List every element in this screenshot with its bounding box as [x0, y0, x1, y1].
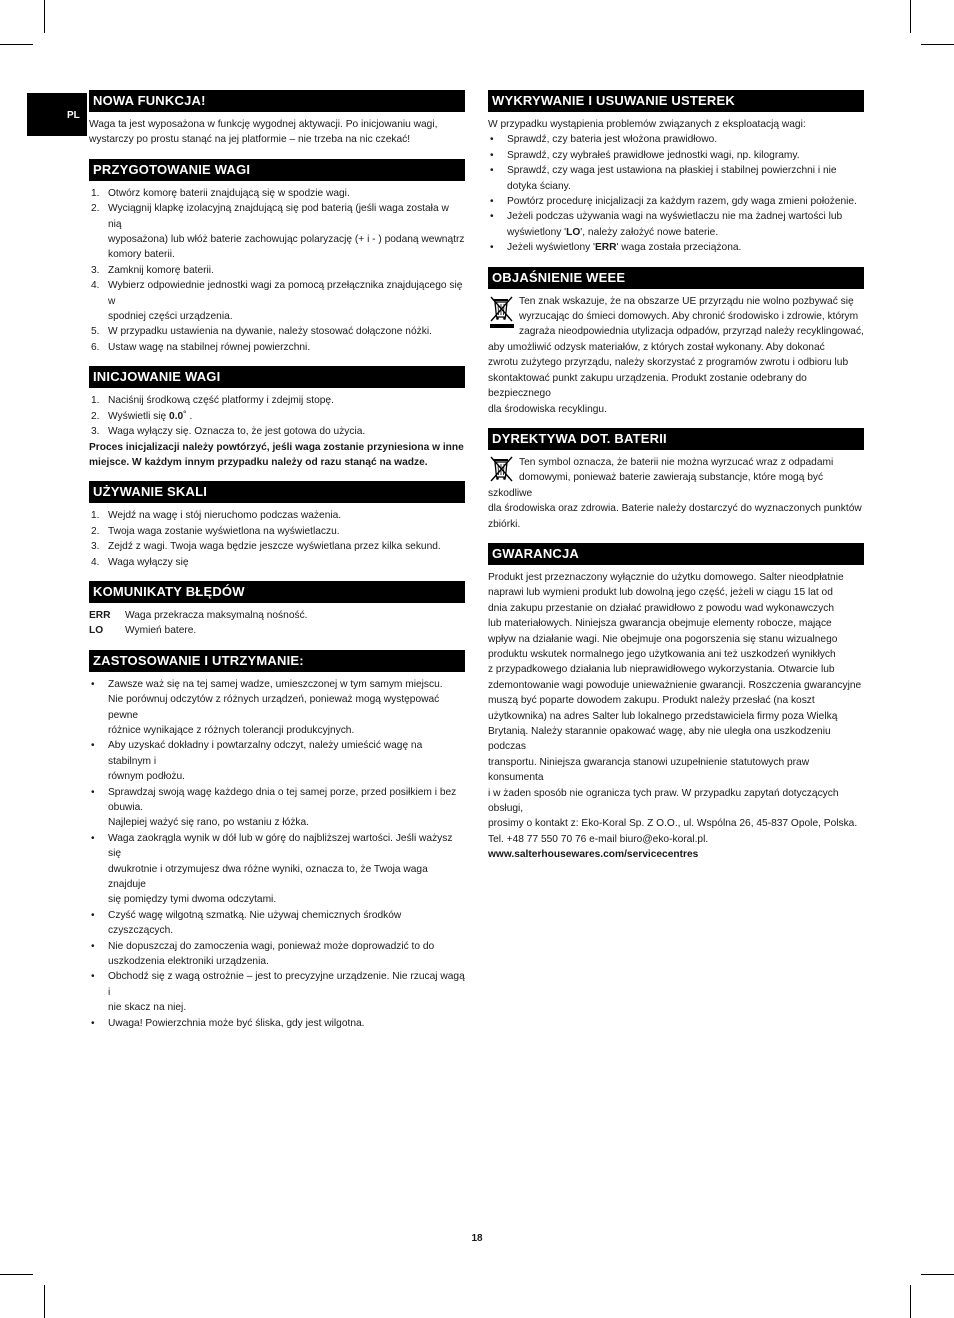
- bullet: •: [490, 134, 494, 146]
- bullet: •: [91, 940, 95, 952]
- item-number: 1.: [91, 187, 100, 199]
- bullet: •: [91, 909, 95, 921]
- paragraph-line: produktu wskutek normalnego jego użytkowania ani też uszkodzeń wynikłych: [488, 648, 836, 660]
- bullet: •: [91, 971, 95, 983]
- item-text: Sprawdź, czy bateria jest włożona prawidłowo.: [507, 134, 718, 146]
- item-text: Zawsze waż się na tej samej wadze, umieszczonej w tym samym miejscu.: [108, 678, 443, 690]
- section-heading: PRZYGOTOWANIE WAGI: [89, 159, 465, 181]
- paragraph-line: muszą być poparte dowodem zakupu. Produkt należy przesłać (na koszt: [488, 695, 815, 707]
- list-item: [89, 508, 465, 523]
- paragraph-line: dla środowiska oraz zdrowia. Baterie należy dostarczyć do wyznaczonych punktów: [488, 503, 862, 515]
- item-text: Wybierz odpowiednie jednostki wagi za pomocą przełącznika znajdującego się w: [108, 280, 463, 307]
- item-number: 2.: [91, 203, 100, 215]
- paragraph-line: domowymi, ponieważ baterie zawierają substancje, które mogą być szkodliwe: [488, 472, 824, 499]
- paragraph-line: Ten symbol oznacza, że baterii nie można wyrzucać wraz z odpadami: [519, 456, 834, 468]
- list-item: [89, 409, 465, 424]
- crop-mark: [44, 1285, 45, 1318]
- section-heading: NOWA FUNKCJA!: [89, 90, 465, 112]
- crossed-bin-icon: [488, 295, 516, 331]
- list-item: [89, 524, 465, 539]
- list-item: [89, 340, 465, 355]
- section-heading: DYREKTYWA DOT. BATERII: [488, 428, 864, 450]
- item-number: 3.: [91, 541, 100, 553]
- item-text: Wyciągnij klapkę izolacyjną znajdującą się pod baterią (jeśli waga została w nią: [108, 203, 449, 230]
- bullet: •: [490, 165, 494, 177]
- item-text: uszkodzenia elektroniki urządzenia.: [108, 956, 269, 968]
- section-baterie: [488, 428, 864, 532]
- list-item: [89, 831, 465, 908]
- item-number: 4.: [91, 280, 100, 292]
- list-item: [488, 163, 864, 194]
- intro-text: W przypadku wystąpienia problemów związanych z eksploatacją wagi:: [488, 119, 806, 130]
- item-text: Uwaga! Powierzchnia może być śliska, gdy jest wilgotna.: [108, 1017, 365, 1029]
- item-text: ', należy założyć nowe baterie.: [580, 226, 719, 238]
- item-text: Czyść wagę wilgotną szmatką. Nie używaj chemicznych środków czyszczących.: [108, 909, 402, 937]
- section-komunikaty: [89, 581, 465, 639]
- list-item: [89, 393, 465, 408]
- bullet: •: [91, 1017, 95, 1029]
- list-item: [89, 908, 465, 939]
- paragraph-line: lub materiałowych. Niniejsza gwarancja obejmuje elementy robocze, mające: [488, 618, 832, 630]
- display-code: ERR: [595, 242, 617, 254]
- crossed-bin-icon: [488, 456, 516, 484]
- paragraph-line: wystarczy po prostu stanąć na jej platformie – nie trzeba na nic czekać!: [89, 134, 411, 146]
- item-text: Nie dopuszczaj do zamoczenia wagi, ponieważ może doprowadzić to do: [108, 940, 435, 952]
- language-tab: [27, 93, 87, 136]
- section-weee: [488, 267, 864, 417]
- paragraph-line: wyrzucając do śmieci domowych. Aby chronić środowisko i zdrowie, którym: [519, 311, 859, 323]
- error-code: ERR: [89, 609, 111, 621]
- item-text: się pomiędzy tymi dwoma odczytami.: [108, 894, 277, 906]
- paragraph-line: z przypadkowego działania lub nieprawidłowego wykorzystania. Otwarcie lub: [488, 664, 835, 676]
- item-number: 5.: [91, 326, 100, 338]
- section-heading: GWARANCJA: [488, 543, 864, 565]
- item-text: Jeżeli podczas używania wagi na wyświetlaczu nie ma żadnej wartości lub: [507, 211, 843, 223]
- paragraph-line: wpływ na działanie wagi. Nie obejmuje ona pogorszenia się stanu wizualnego: [488, 633, 838, 645]
- right-column: [488, 90, 864, 874]
- paragraph-line: transportu. Niniejsza gwarancja stanowi uzupełnienie statutowych praw konsumenta: [488, 756, 810, 784]
- item-text: równym podłożu.: [108, 771, 186, 783]
- item-text: nie skacz na niej.: [108, 1002, 187, 1014]
- section-uzywanie: [89, 481, 465, 570]
- paragraph-line: Tel. +48 77 550 70 76 e-mail biuro@eko-koral.pl.: [488, 833, 709, 845]
- crop-mark: [44, 0, 45, 33]
- item-text: Sprawdzaj swoją wagę każdego dnia o tej samej porze, przed posiłkiem i bez: [108, 786, 457, 798]
- error-code: LO: [89, 625, 104, 637]
- bold-note-line: miejsce. W każdym innym przypadku należy od razu stanąć na wadze.: [89, 456, 428, 468]
- list-item: [89, 539, 465, 554]
- error-row: [89, 623, 465, 638]
- section-heading: WYKRYWANIE I USUWANIE USTEREK: [488, 90, 864, 112]
- paragraph-line: zbiórki.: [488, 518, 521, 530]
- paragraph-line: prosimy o kontakt z: Eko-Koral Sp. Z O.O., ul. Wspólna 26, 45-837 Opole, Polska.: [488, 818, 858, 830]
- paragraph-line: naprawi lub wymieni produkt lub dowolną jego część, jeżeli w ciągu 15 lat od: [488, 587, 833, 599]
- list-item: [89, 278, 465, 324]
- item-text: dotyka ściany.: [507, 180, 571, 192]
- bullet: •: [91, 786, 95, 798]
- error-description: Waga przekracza maksymalną nośność.: [125, 609, 308, 621]
- item-text: Otwórz komorę baterii znajdującą się w spodzie wagi.: [108, 187, 350, 199]
- list-item: [488, 209, 864, 240]
- list-item: [488, 240, 864, 255]
- paragraph-line: zagraża nieodpowiednia utylizacja odpadów, przyrząd należy recyklingować,: [519, 326, 864, 338]
- section-przygotowanie: [89, 159, 465, 355]
- paragraph-line: Brytanią. Należy starannie opakować wagę, aby nie uległa ona uszkodzeniu podczas: [488, 726, 831, 753]
- item-text: ˚ .: [183, 410, 193, 422]
- section-nowa-funkcja: [89, 90, 465, 148]
- item-text: Najlepiej ważyć się rano, po wstaniu z łóżka.: [108, 817, 310, 829]
- crop-mark: [921, 44, 954, 45]
- error-row: [89, 608, 465, 623]
- list-item: [89, 677, 465, 739]
- list-item: [488, 194, 864, 209]
- item-text: Twoja waga zostanie wyświetlona na wyświetlaczu.: [108, 525, 340, 537]
- item-text: różnice wynikające z różnych tolerancji produkcyjnych.: [108, 724, 355, 736]
- paragraph-line: dnia zakupu przestanie on działać prawidłowo z powodu wad wykonawczych: [488, 602, 835, 614]
- item-text: spodniej części urządzenia.: [108, 311, 233, 323]
- item-text: Ustaw wagę na stabilnej równej powierzchni.: [108, 341, 311, 353]
- section-heading: INICJOWANIE WAGI: [89, 366, 465, 388]
- list-item: [89, 738, 465, 784]
- left-column: [89, 90, 465, 1042]
- item-number: 4.: [91, 556, 100, 568]
- list-item: [89, 324, 465, 339]
- paragraph-line: zwrotu zużytego przyrządu, należy skorzystać z programów zwrotu i odbioru lub: [488, 357, 849, 369]
- list-item: [89, 555, 465, 570]
- list-item: [89, 785, 465, 831]
- bullet: •: [490, 149, 494, 161]
- bullet: •: [490, 196, 494, 208]
- item-text: Wyświetli się: [108, 410, 170, 422]
- paragraph-line: i w żaden sposób nie ogranicza tych praw. W przypadku zapytań dotyczących obsługi,: [488, 787, 839, 815]
- paragraph-line: Produkt jest przeznaczony wyłącznie do użytku domowego. Salter nieodpłatnie: [488, 571, 844, 583]
- item-text: Jeżeli wyświetlony ': [507, 242, 596, 254]
- display-code: LO: [566, 226, 581, 238]
- bullet: •: [91, 678, 95, 690]
- item-text: Sprawdź, czy wybrałeś prawidłowe jednostki wagi, np. kilogramy.: [507, 149, 800, 161]
- item-number: 2.: [91, 410, 100, 422]
- item-text: wyposażona) lub włóż baterie zachowując polaryzację (+ i - ) podaną wewnątrz: [108, 234, 465, 246]
- crop-mark: [0, 44, 33, 45]
- crop-mark: [910, 1285, 911, 1318]
- bullet: •: [91, 832, 95, 844]
- item-text: Sprawdź, czy waga jest ustawiona na płaskiej i stabilnej powierzchni i nie: [507, 165, 837, 177]
- list-item: [89, 424, 465, 439]
- paragraph-line: zdemontowanie wagi powoduje unieważnienie gwarancji. Roszczenia gwarancyjne: [488, 679, 862, 691]
- item-text: Waga wyłączy się: [108, 556, 189, 568]
- section-heading: ZASTOSOWANIE I UTRZYMANIE:: [89, 650, 465, 672]
- item-text: Naciśnij środkową część platformy i zdejmij stopę.: [108, 395, 334, 407]
- crop-mark: [0, 1274, 33, 1275]
- item-number: 1.: [91, 395, 100, 407]
- item-text: Powtórz procedurę inicjalizacji za każdym razem, gdy waga zmieni położenie.: [507, 196, 857, 208]
- bold-note-line: Proces inicjalizacji należy powtórzyć, jeśli waga zostanie przyniesiona w inne: [89, 441, 464, 453]
- list-item: [89, 969, 465, 1015]
- item-text: obuwia.: [108, 802, 144, 813]
- service-url: www.salterhousewares.com/servicecentres: [488, 849, 699, 861]
- item-text: komory baterii.: [108, 249, 175, 261]
- error-description: Wymień batere.: [125, 625, 197, 637]
- list-item: [89, 186, 465, 201]
- item-number: 2.: [91, 525, 100, 537]
- paragraph-line: skontaktować punkt zakupu urządzenia. Produkt zostanie odebrany do bezpiecznego: [488, 372, 807, 400]
- paragraph-line: aby umożliwić odzysk materiałów, z których został wykonany. Aby dokonać: [488, 341, 825, 353]
- list-item: [89, 1016, 465, 1031]
- item-number: 1.: [91, 510, 100, 522]
- item-text: Aby uzyskać dokładny i powtarzalny odczyt, należy umieścić wagę na stabilnym i: [108, 740, 423, 767]
- display-value: 0.0: [169, 410, 184, 422]
- crop-mark: [921, 1274, 954, 1275]
- item-text: Waga zaokrągla wynik w dół lub w górę do najbliższej wartości. Jeśli ważysz się: [108, 832, 453, 860]
- item-text: ' waga została przeciążona.: [616, 242, 742, 254]
- section-usterki: [488, 90, 864, 256]
- item-text: dwukrotnie i otrzymujesz dwa różne wyniki, oznacza to, że Twoja waga znajduje: [108, 863, 428, 891]
- language-code: PL: [67, 110, 80, 121]
- section-inicjowanie: [89, 366, 465, 470]
- list-item: [89, 201, 465, 263]
- list-item: [89, 263, 465, 278]
- section-heading: KOMUNIKATY BŁĘDÓW: [89, 581, 465, 603]
- list-item: [488, 148, 864, 163]
- paragraph-line: użytkownika) na adres Salter lub lokalnego przedstawiciela firmy poza Wielką: [488, 710, 838, 722]
- bullet: •: [490, 211, 494, 223]
- item-text: Zejdź z wagi. Twoja waga będzie jeszcze wyświetlana przez kilka sekund.: [108, 541, 441, 553]
- section-heading: OBJAŚNIENIE WEEE: [488, 267, 864, 289]
- page-number: 18: [471, 1233, 483, 1244]
- item-number: 6.: [91, 341, 100, 353]
- item-text: Nie porównuj odczytów z różnych urządzeń, ponieważ mogą występować pewne: [108, 694, 440, 721]
- section-heading: UŻYWANIE SKALI: [89, 481, 465, 503]
- item-number: 3.: [91, 426, 100, 438]
- item-number: 3.: [91, 264, 100, 276]
- item-text: Waga wyłączy się. Oznacza to, że jest gotowa do użycia.: [108, 426, 366, 438]
- item-text: Zamknij komorę baterii.: [108, 264, 214, 276]
- bullet: •: [490, 242, 494, 254]
- bullet: •: [91, 740, 95, 752]
- section-zastosowanie: [89, 650, 465, 1031]
- paragraph-line: Waga ta jest wyposażona w funkcję wygodnej aktywacji. Po inicjowaniu wagi,: [89, 119, 438, 130]
- section-gwarancja: [488, 543, 864, 863]
- item-text: wyświetlony ': [507, 226, 567, 238]
- item-text: Obchodź się z wagą ostrożnie – jest to precyzyjne urządzenie. Nie rzucaj wagą i: [108, 971, 465, 998]
- list-item: [89, 939, 465, 970]
- paragraph-line: dla środowiska recyklingu.: [488, 403, 607, 415]
- paragraph-line: Ten znak wskazuje, że na obszarze UE przyrządu nie wolno pozbywać się: [519, 295, 854, 307]
- list-item: [488, 132, 864, 147]
- item-text: Wejdź na wagę i stój nieruchomo podczas ważenia.: [108, 510, 342, 522]
- item-text: W przypadku ustawienia na dywanie, należy stosować dołączone nóżki.: [108, 326, 432, 338]
- crop-mark: [910, 0, 911, 33]
